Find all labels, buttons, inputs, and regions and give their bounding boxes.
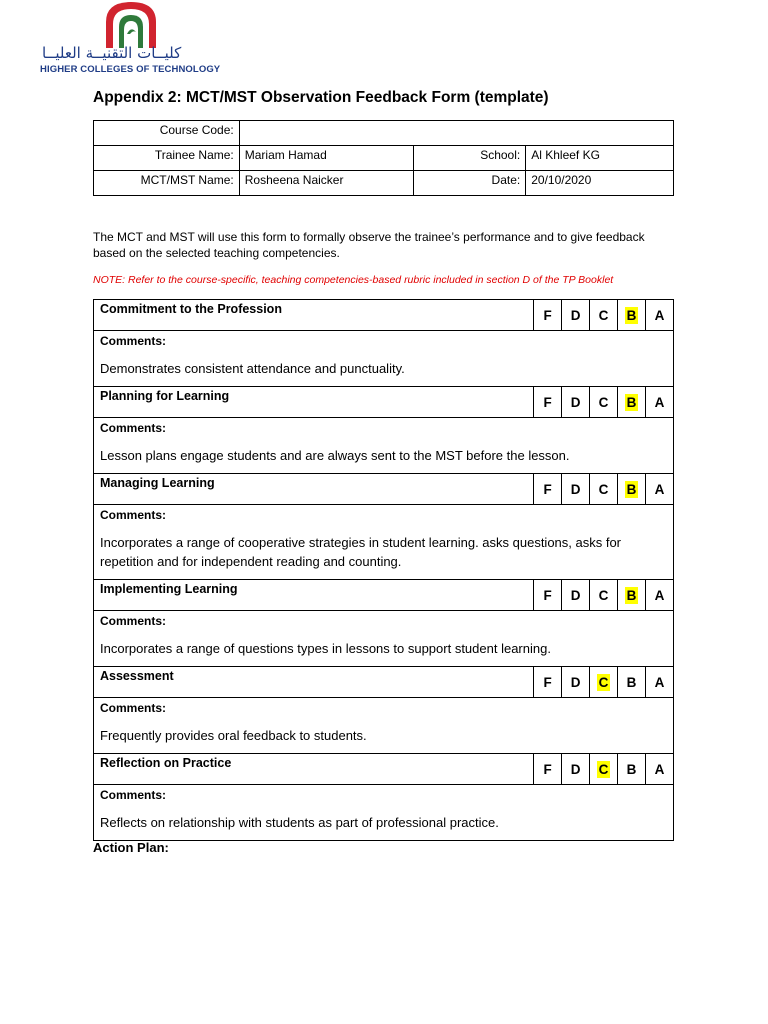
comment-cell — [94, 418, 674, 474]
grade-cell-b[interactable] — [618, 580, 646, 611]
competency-comment-row — [94, 331, 674, 387]
comment-text: Frequently provides oral feedback to students. — [100, 728, 367, 743]
note-text: NOTE: Refer to the course-specific, teaching competencies-based rubric included in section D of the TP Booklet — [93, 274, 614, 286]
grade-cell-b[interactable] — [618, 667, 646, 698]
grade-letter: A — [654, 587, 665, 603]
competency-comment-row — [94, 611, 674, 667]
grade-cell-a[interactable] — [645, 580, 673, 611]
date-value: 20/10/2020 — [526, 171, 674, 196]
grade-cell-d[interactable] — [562, 754, 590, 785]
page-title: Appendix 2: MCT/MST Observation Feedback Form (template) — [93, 89, 549, 106]
grade-letter: B — [626, 587, 637, 603]
comment-text: Incorporates a range of questions types in lessons to support student learning. — [100, 641, 551, 656]
grade-cell-f[interactable] — [534, 300, 562, 331]
grade-letter: A — [654, 481, 665, 497]
date-label: Date: — [414, 171, 526, 196]
grade-letter: B — [626, 307, 637, 323]
grade-cell-f[interactable] — [534, 667, 562, 698]
grade-letter: D — [570, 587, 581, 603]
grade-letter: D — [570, 761, 581, 777]
comments-label: Comments: — [100, 334, 167, 348]
grade-letter: C — [598, 761, 609, 777]
grade-letter: C — [598, 307, 609, 323]
grade-cell-a[interactable] — [645, 754, 673, 785]
comments-label: Comments: — [100, 508, 167, 522]
grade-cell-d[interactable] — [562, 667, 590, 698]
competency-title-planning-for-learning: Planning for Learning — [94, 387, 534, 418]
grade-cell-d[interactable] — [562, 300, 590, 331]
competency-title-assessment: Assessment — [94, 667, 534, 698]
grade-letter: F — [543, 394, 552, 410]
grade-letter: A — [654, 761, 665, 777]
comment-cell — [94, 785, 674, 841]
comment-text: Demonstrates consistent attendance and punctuality. — [100, 361, 405, 376]
competency-header-row — [94, 387, 674, 418]
trainee-info-table — [93, 120, 674, 196]
grade-cell-c[interactable] — [590, 667, 618, 698]
grade-letter: A — [654, 394, 665, 410]
action-plan-label: Action Plan: — [93, 840, 169, 855]
course-code-label: Course Code: — [94, 121, 240, 146]
grade-letter: C — [598, 587, 609, 603]
grade-letter: F — [543, 307, 552, 323]
grade-cell-b[interactable] — [618, 474, 646, 505]
grade-letter: B — [626, 761, 637, 777]
hct-emblem-icon — [100, 0, 162, 50]
competency-header-row — [94, 667, 674, 698]
grade-cell-b[interactable] — [618, 387, 646, 418]
grade-letter: B — [626, 481, 637, 497]
school-value: Al Khleef KG — [526, 146, 674, 171]
grade-cell-b[interactable] — [618, 300, 646, 331]
grade-cell-a[interactable] — [645, 667, 673, 698]
grade-letter: D — [570, 674, 581, 690]
comment-cell — [94, 611, 674, 667]
comments-label: Comments: — [100, 788, 167, 802]
grade-letter: F — [543, 761, 552, 777]
grade-letter: B — [626, 674, 637, 690]
grade-letter: D — [570, 394, 581, 410]
mct-name-value: Rosheena Naicker — [239, 171, 414, 196]
comment-text: Incorporates a range of cooperative strategies in student learning. asks questions, asks for repetition and for independent reading and counting. — [100, 535, 622, 569]
mct-name-label: MCT/MST Name: — [94, 171, 240, 196]
competency-header-row — [94, 474, 674, 505]
grade-letter: F — [543, 587, 552, 603]
trainee-row — [94, 146, 674, 171]
competency-comment-row — [94, 505, 674, 580]
competency-comment-row — [94, 698, 674, 754]
grade-cell-a[interactable] — [645, 474, 673, 505]
comments-label: Comments: — [100, 701, 167, 715]
grade-cell-a[interactable] — [645, 387, 673, 418]
comment-cell — [94, 698, 674, 754]
hct-logo — [38, 0, 238, 78]
grade-cell-c[interactable] — [590, 580, 618, 611]
grade-cell-c[interactable] — [590, 300, 618, 331]
grade-cell-f[interactable] — [534, 474, 562, 505]
comment-text: Lesson plans engage students and are always sent to the MST before the lesson. — [100, 448, 570, 463]
grade-cell-a[interactable] — [645, 300, 673, 331]
grade-letter: F — [543, 674, 552, 690]
grade-cell-c[interactable] — [590, 387, 618, 418]
grade-cell-f[interactable] — [534, 580, 562, 611]
comment-cell — [94, 505, 674, 580]
grade-letter: A — [654, 674, 665, 690]
grade-letter: C — [598, 674, 609, 690]
grade-cell-f[interactable] — [534, 754, 562, 785]
competency-title-implementing-learning: Implementing Learning — [94, 580, 534, 611]
intro-text: The MCT and MST will use this form to formally observe the trainee’s performance and to give feedback based on the selected teaching competencies. — [93, 230, 645, 260]
grade-letter: D — [570, 481, 581, 497]
mct-row — [94, 171, 674, 196]
comments-label: Comments: — [100, 421, 167, 435]
grade-letter: C — [598, 481, 609, 497]
competency-title-managing-learning: Managing Learning — [94, 474, 534, 505]
competency-title-reflection-on-practice: Reflection on Practice — [94, 754, 534, 785]
comment-cell — [94, 331, 674, 387]
grade-letter: A — [654, 307, 665, 323]
competency-comment-row — [94, 418, 674, 474]
logo-arabic-text: كليــات التقنيــة العليــا — [42, 44, 182, 62]
grade-cell-d[interactable] — [562, 580, 590, 611]
grade-letter: F — [543, 481, 552, 497]
school-label: School: — [414, 146, 526, 171]
grade-cell-d[interactable] — [562, 387, 590, 418]
trainee-name-label: Trainee Name: — [94, 146, 240, 171]
grade-cell-c[interactable] — [590, 754, 618, 785]
competencies-table — [93, 299, 674, 841]
competency-title-commitment-to-the-profession: Commitment to the Profession — [94, 300, 534, 331]
comments-label: Comments: — [100, 614, 167, 628]
grade-cell-d[interactable] — [562, 474, 590, 505]
course-code-row — [94, 121, 674, 146]
competency-comment-row — [94, 785, 674, 841]
competency-header-row — [94, 300, 674, 331]
competency-header-row — [94, 580, 674, 611]
grade-cell-f[interactable] — [534, 387, 562, 418]
course-code-value — [239, 121, 673, 146]
comment-text: Reflects on relationship with students as part of professional practice. — [100, 815, 499, 830]
grade-cell-c[interactable] — [590, 474, 618, 505]
logo-english-text: HIGHER COLLEGES OF TECHNOLOGY — [40, 64, 221, 75]
competency-header-row — [94, 754, 674, 785]
grade-letter: C — [598, 394, 609, 410]
grade-letter: B — [626, 394, 637, 410]
grade-letter: D — [570, 307, 581, 323]
grade-cell-b[interactable] — [618, 754, 646, 785]
trainee-name-value: Mariam Hamad — [239, 146, 414, 171]
